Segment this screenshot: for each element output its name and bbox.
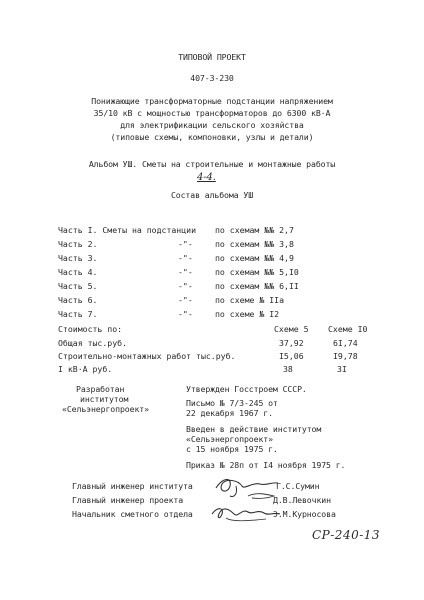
cost-row-value-2: I9,78 xyxy=(333,351,358,361)
cost-col-2-header: Схеме I0 xyxy=(328,324,368,334)
part-name: Часть 6. xyxy=(58,295,98,305)
part-scheme: по схемам №№ 3,8 xyxy=(215,239,294,249)
handwritten-signatures xyxy=(208,474,288,526)
cost-row-label: Общая тыс.руб. xyxy=(58,338,128,348)
signature-name: Г.С.Сумин xyxy=(276,481,320,491)
part-name: Часть I. Сметы на подстанции xyxy=(58,225,197,235)
handwritten-volume: 4-4. xyxy=(197,172,216,183)
cost-row-value-1: 38 xyxy=(283,364,293,374)
cost-row-value-2: 3I xyxy=(337,364,347,374)
description-line-4: (типовые схемы, компоновки, узлы и детали) xyxy=(110,132,314,142)
cost-col-1-header: Схеме 5 xyxy=(274,324,309,334)
signature-name: Д.В.Левочкин xyxy=(273,495,331,505)
part-name: Часть 2. xyxy=(58,239,98,249)
signature-role: Главный инженер института xyxy=(72,481,193,491)
project-code: 407-3-230 xyxy=(190,73,234,83)
part-ditto: -"- xyxy=(178,253,193,263)
part-scheme: по схемам №№ 6,II xyxy=(215,281,299,291)
part-name: Часть 3. xyxy=(58,253,98,263)
cost-label: Стоимость по: xyxy=(58,324,123,334)
part-ditto: -"- xyxy=(178,309,193,319)
part-name: Часть 7. xyxy=(58,309,98,319)
part-ditto: -"- xyxy=(178,267,193,277)
part-scheme: по схемам №№ 5,I0 xyxy=(215,267,299,277)
approval-line-3: 22 декабря 1967 г. xyxy=(186,408,273,418)
approval-line-7: Приказ № 28п от I4 ноября 1975 г. xyxy=(186,460,346,470)
approval-line-2: Письмо № 7/3-245 от xyxy=(186,398,278,408)
developer-name: «Сельэнергопроект» xyxy=(62,404,149,414)
part-ditto: -"- xyxy=(178,295,193,305)
description-line-2: 35/10 кВ с мощностью трансформаторов до 6300 кВ·А xyxy=(93,108,331,118)
description-line-1: Понижающие трансформаторные подстанции напряжением xyxy=(91,96,333,106)
signature-role: Главный инженер проекта xyxy=(72,495,184,505)
description-line-3: для электрификации сельского хозяйства xyxy=(120,120,304,130)
list-item xyxy=(58,239,358,249)
approval-line-4: Введен в действие институтом xyxy=(186,424,322,434)
part-ditto: -"- xyxy=(178,281,193,291)
part-scheme: по схеме № I2 xyxy=(215,309,280,319)
list-item xyxy=(58,281,358,291)
approval-line-5: «Сельэнергопроект» xyxy=(186,434,273,444)
cost-row-value-1: I5,06 xyxy=(279,351,304,361)
part-name: Часть 5. xyxy=(58,281,98,291)
cost-row-value-2: 6I,74 xyxy=(333,338,358,348)
list-item xyxy=(58,225,358,235)
document-title: ТИПОВОЙ ПРОЕКТ xyxy=(178,52,246,62)
composition-title: Состав альбома УШ xyxy=(170,190,254,200)
part-ditto: -"- xyxy=(178,239,193,249)
album-line: Альбом УШ. Сметы на строительные и монтажные работы xyxy=(88,159,336,169)
list-item xyxy=(58,253,358,263)
cost-row-label: I кВ·А руб. xyxy=(58,364,113,374)
list-item xyxy=(58,295,358,305)
approval-line-6: с 15 ноября 1975 г. xyxy=(186,444,278,454)
part-name: Часть 4. xyxy=(58,267,98,277)
approval-line-1: Утвержден Госстроем СССР. xyxy=(186,384,307,394)
signature-role: Начальник сметного отдела xyxy=(72,509,193,519)
list-item xyxy=(58,267,358,277)
part-scheme: по схеме № IIа xyxy=(215,295,285,305)
part-scheme: по схемам №№ 2,7 xyxy=(215,225,294,235)
part-scheme: по схемам №№ 4,9 xyxy=(215,253,294,263)
list-item xyxy=(58,309,358,319)
archive-stamp: СР-240-13 xyxy=(312,528,381,542)
cost-row-label: Строительно-монтажных работ тыс.руб. xyxy=(58,351,236,361)
cost-row-value-1: 37,92 xyxy=(279,338,304,348)
developer-line-1: Разработан xyxy=(76,384,125,394)
developer-line-2: институтом xyxy=(80,394,129,404)
signature-name: Э.М.Курносова xyxy=(273,509,336,519)
